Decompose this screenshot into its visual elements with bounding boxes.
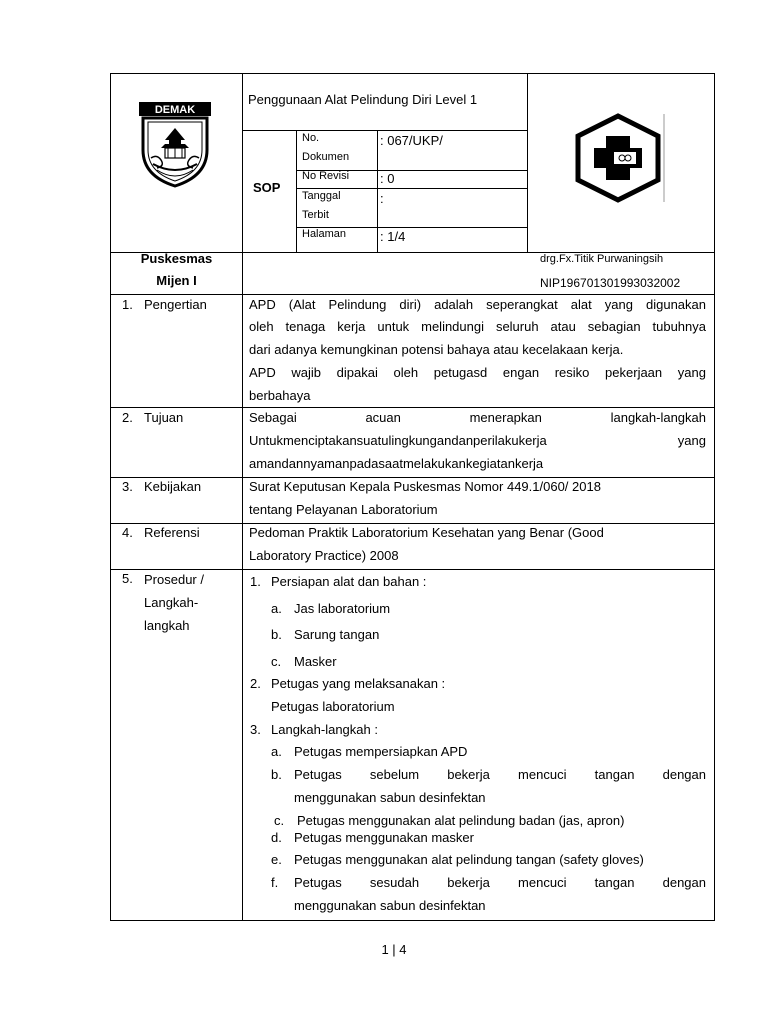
demak-logo — [135, 98, 215, 190]
field-halaman-value: : 1/4 — [380, 229, 406, 244]
section-title-prosedur: Prosedur / Langkah- langkah — [144, 572, 204, 633]
section-title-tujuan: Tujuan — [144, 410, 184, 425]
signatory-name: drg.Fx.Titik Purwaningsih — [540, 253, 664, 265]
puskesmas-logo — [568, 112, 668, 204]
signatory-nip: NIP196701301993032002 — [540, 276, 681, 290]
procedure-subitem-letter: c. — [274, 813, 285, 828]
section-number: 5. — [122, 571, 133, 586]
procedure-subitem-letter: b. — [271, 627, 282, 642]
procedure-subitem-letter: b. — [271, 767, 282, 782]
field-no-revisi-value: : 0 — [380, 171, 395, 186]
section-title-pengertian: Pengertian — [144, 297, 207, 312]
referensi-line: Pedoman Praktik Laboratorium Kesehatan yang Benar (Good — [249, 525, 604, 540]
procedure-subitem: Petugas menggunakan alat pelindung tangan (safety gloves) — [294, 852, 644, 867]
pengertian-line: dari adanya kemungkinan potensi bahaya atau kecelakaan kerja. — [249, 342, 624, 357]
tujuan-line: Sebagai acuan menerapkan langkah-langkah — [249, 410, 706, 425]
procedure-item-number: 2. — [250, 676, 261, 691]
procedure-item: Persiapan alat dan bahan : — [271, 574, 427, 589]
pengertian-line: oleh tenaga kerja untuk melindungi seluruh atau sebagian tubuhnya — [249, 319, 706, 334]
procedure-subitem: Petugas menggunakan alat pelindung badan (jas, apron) — [297, 813, 625, 828]
procedure-subitem: Petugas menggunakan masker — [294, 830, 474, 845]
procedure-subitem: Petugas sesudah bekerja mencuci tangan dengan — [294, 875, 706, 890]
section-number: 3. — [122, 479, 133, 494]
procedure-subitem-letter: f. — [271, 875, 279, 890]
procedure-item: Langkah-langkah : — [271, 722, 378, 737]
section-number: 1. — [122, 297, 133, 312]
field-no-revisi-label: No Revisi — [302, 170, 350, 182]
procedure-subitem-letter: c. — [271, 654, 282, 669]
document-title: Penggunaan Alat Pelindung Diri Level 1 — [248, 92, 478, 107]
procedure-subitem-cont: menggunakan sabun desinfektan — [294, 898, 486, 913]
procedure-subitem-letter: e. — [271, 852, 282, 867]
pengertian-line: APD (Alat Pelindung diri) adalah seperangkat alat yang digunakan — [249, 297, 706, 312]
procedure-subitem-letter: d. — [271, 830, 282, 845]
field-tanggal-terbit-value: : — [380, 191, 384, 206]
demak-logo-text: DEMAK — [154, 104, 196, 116]
sop-label: SOP — [253, 180, 281, 195]
pengertian-line: berbahaya — [249, 388, 311, 403]
procedure-item-number: 1. — [250, 574, 261, 589]
procedure-item: Petugas yang melaksanakan : — [271, 676, 446, 691]
procedure-subitem: Masker — [294, 654, 337, 669]
field-halaman-label: Halaman — [302, 228, 347, 240]
section-number: 2. — [122, 410, 133, 425]
procedure-subitem-cont: menggunakan sabun desinfektan — [294, 790, 486, 805]
procedure-subitem: Sarung tangan — [294, 627, 380, 642]
procedure-subitem: Jas laboratorium — [294, 601, 391, 616]
section-number: 4. — [122, 525, 133, 540]
tujuan-line: Untukmenciptakansuatulingkungandanperilakukerja yang — [249, 433, 706, 448]
procedure-subitem: Petugas mempersiapkan APD — [294, 744, 468, 759]
puskesmas-name: Puskesmas Mijen I — [140, 251, 213, 288]
pengertian-line: APD wajib dipakai oleh petugasd engan resiko pekerjaan yang — [249, 365, 706, 380]
field-tanggal-terbit-label: Tanggal Terbit — [302, 190, 341, 221]
page-number: 1 | 4 — [381, 942, 407, 957]
section-title-kebijakan: Kebijakan — [144, 479, 202, 494]
section-title-referensi: Referensi — [144, 525, 200, 540]
procedure-item-number: 3. — [250, 722, 261, 737]
kebijakan-line: tentang Pelayanan Laboratorium — [249, 502, 438, 517]
field-no-dokumen-label: No. Dokumen — [302, 132, 350, 163]
procedure-subitem-letter: a. — [271, 601, 282, 616]
tujuan-line: amandannyamanpadasaatmelakukankegiatankerja — [249, 456, 544, 471]
procedure-subitem: Petugas sebelum bekerja mencuci tangan dengan — [294, 767, 706, 782]
kebijakan-line: Surat Keputusan Kepala Puskesmas Nomor 449.1/060/ 2018 — [249, 479, 601, 494]
referensi-line: Laboratory Practice) 2008 — [249, 548, 399, 563]
procedure-subitem-letter: a. — [271, 744, 282, 759]
field-no-dokumen-value: : 067/UKP/ — [380, 133, 443, 148]
procedure-item-detail: Petugas laboratorium — [271, 699, 395, 714]
